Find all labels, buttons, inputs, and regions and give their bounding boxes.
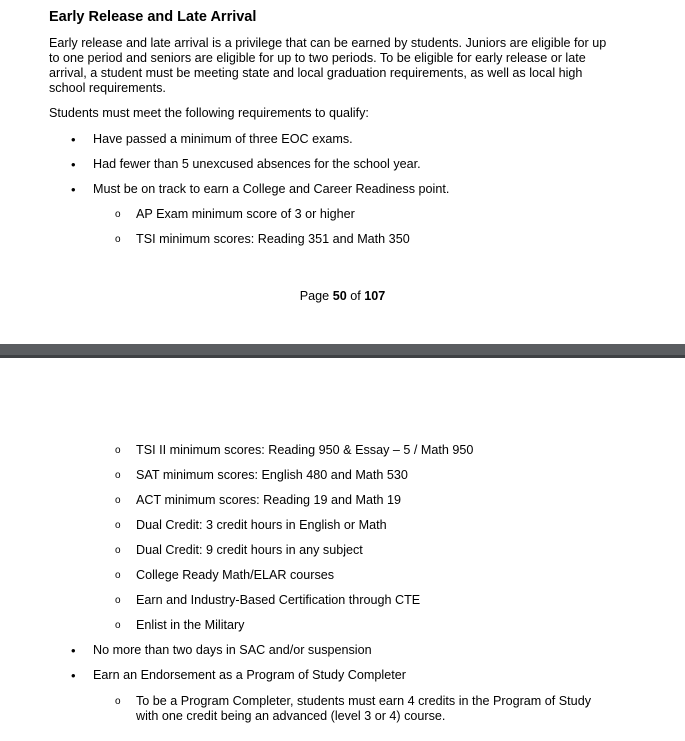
list-item: • Earn an Endorsement as a Program of Study Completer	[93, 668, 653, 683]
section-heading: Early Release and Late Arrival	[49, 9, 257, 25]
list-item: • Have passed a minimum of three EOC exams.	[93, 132, 653, 147]
list-subitem: o College Ready Math/ELAR courses	[136, 568, 606, 583]
list-subitem: o Earn and Industry-Based Certification through CTE	[136, 593, 606, 608]
list-subitem: o Enlist in the Military	[136, 618, 606, 633]
document-page-50	[0, 0, 685, 344]
requirements-lead: Students must meet the following requirements to qualify:	[49, 106, 369, 120]
intro-paragraph: Early release and late arrival is a privilege that can be earned by students. Juniors are eligible for up to one period and seniors are eligible for up to two periods. To be eligible for early release or late arrival, a student must be meeting state and local graduation requirements, as well as local high school requirements.	[49, 36, 607, 95]
list-item: • Must be on track to earn a College and Career Readiness point.	[93, 182, 653, 197]
page-separator	[0, 344, 685, 358]
list-subitem: o Dual Credit: 3 credit hours in English or Math	[136, 518, 606, 533]
list-subitem: o Dual Credit: 9 credit hours in any subject	[136, 543, 606, 558]
list-item: • No more than two days in SAC and/or suspension	[93, 643, 653, 658]
list-subitem: o AP Exam minimum score of 3 or higher	[136, 207, 606, 222]
document-page-51	[0, 358, 685, 741]
list-item: • Had fewer than 5 unexcused absences for the school year.	[93, 157, 653, 172]
page-number: Page 50 of 107	[299, 289, 386, 303]
list-subitem: o TSI minimum scores: Reading 351 and Math 350	[136, 232, 606, 247]
list-subitem: o To be a Program Completer, students must earn 4 credits in the Program of Study with one credit being an advanced (level 3 or 4) course.	[136, 694, 606, 724]
list-subitem: o SAT minimum scores: English 480 and Math 530	[136, 468, 606, 483]
list-subitem: o ACT minimum scores: Reading 19 and Math 19	[136, 493, 606, 508]
list-subitem: o TSI II minimum scores: Reading 950 & Essay – 5 / Math 950	[136, 443, 606, 458]
